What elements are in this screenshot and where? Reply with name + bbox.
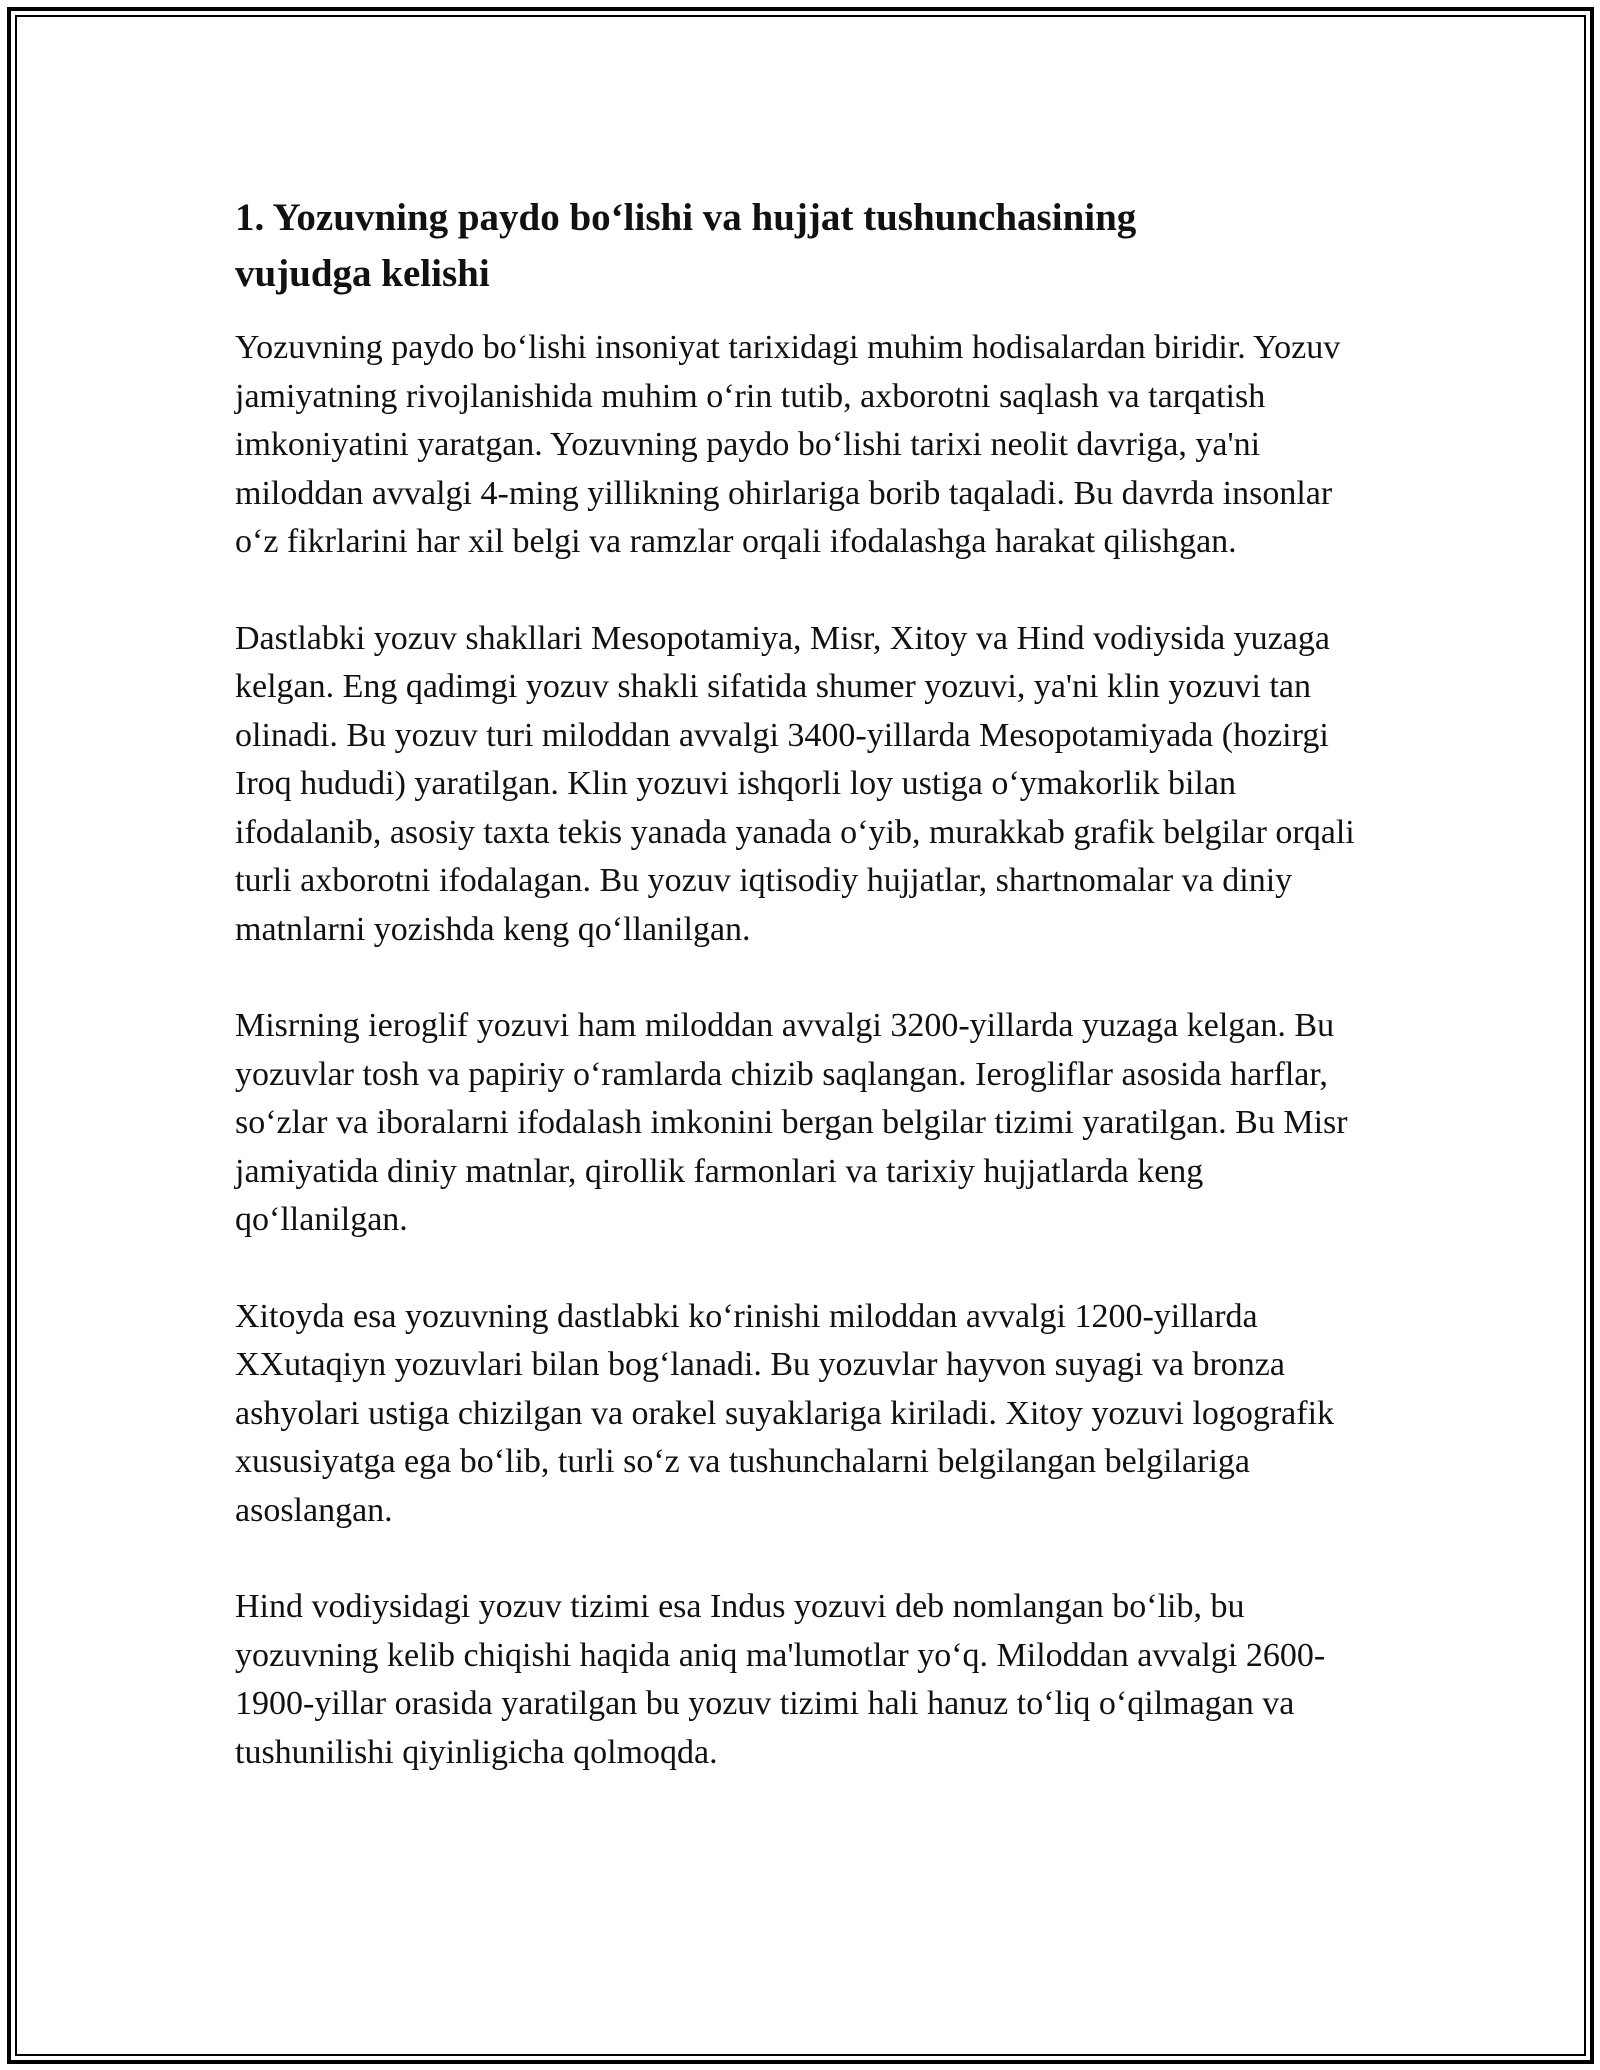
document-body (235, 190, 1365, 1825)
paragraph-early-writing-forms: Dastlabki yozuv shakllari Mesopotamiya, Misr, Xitoy va Hind vodiysida yuzaga kelgan. Eng qadimgi yozuv shakli sifatida shumer yozuvi, ya'ni klin yozuvi tan olinadi. Bu yozuv turi miloddan avvalgi 3400-yillarda Mesopotamiyada (hozirgi Iroq hududi) yaratilgan. Klin yozuvi ishqorli loy ustiga o‘ymakorlik bilan ifodalanib, asosiy taxta tekis yanada yanada o‘yib, murakkab grafik belgilar orqali turli axborotni ifodalagan. Bu yozuv iqtisodiy hujjatlar, shartnomalar va diniy matnlarni yozishda keng qo‘llanilgan. (235, 619, 1355, 948)
paragraph-origin-of-writing: Yozuvning paydo bo‘lishi insoniyat tarixidagi muhim hodisalardan biridir. Yozuv jamiyatning rivojlanishida muhim o‘rin tutib, axborotni saqlash va tarqatish imkoniyatini yaratgan. Yozuvning paydo bo‘lishi tarixi neolit davriga, ya'ni miloddan avvalgi 4-ming yillikning ohirlariga borib taqaladi. Bu davrda insonlar o‘z fikrlarini har xil belgi va ramzlar orqali ifodalashga harakat qilishgan. (235, 329, 1341, 560)
section-heading: 1. Yozuvning paydo bo‘lishi va hujjat tushunchasining vujudga kelishi (235, 196, 1137, 295)
paragraph-chinese-writing: Xitoyda esa yozuvning dastlabki ko‘rinishi miloddan avvalgi 1200-yillarda XXutaqiyn yozuvlari bilan bog‘lanadi. Bu yozuvlar hayvon suyagi va bronza ashyolari ustiga chizilgan va orakel suyaklariga kiriladi. Xitoy yozuvi logografik xususiyatga ega bo‘lib, turli so‘z va tushunchalarni belgilangan belgilariga asoslangan. (235, 1297, 1335, 1529)
paragraph-egyptian-hieroglyphs: Misrning ieroglif yozuvi ham miloddan avvalgi 3200-yillarda yuzaga kelgan. Bu yozuvlar tosh va papiriy o‘ramlarda chizib saqlangan. Ierogliflar asosida harflar, so‘zlar va iboralarni ifodalash imkonini bergan belgilar tizimi yaratilgan. Bu Misr jamiyatida diniy matnlar, qirollik farmonlari va tarixiy hujjatlarda keng qo‘llanilgan. (235, 1007, 1348, 1238)
paragraph-indus-script: Hind vodiysidagi yozuv tizimi esa Indus yozuvi deb nomlangan bo‘lib, bu yozuvning kelib chiqishi haqida aniq ma'lumotlar yo‘q. Miloddan avvalgi 2600-1900-yillar orasida yaratilgan bu yozuv tizimi hali hanuz to‘liq o‘qilmagan va tushunilishi qiyinligicha qolmoqda. (235, 1588, 1326, 1771)
